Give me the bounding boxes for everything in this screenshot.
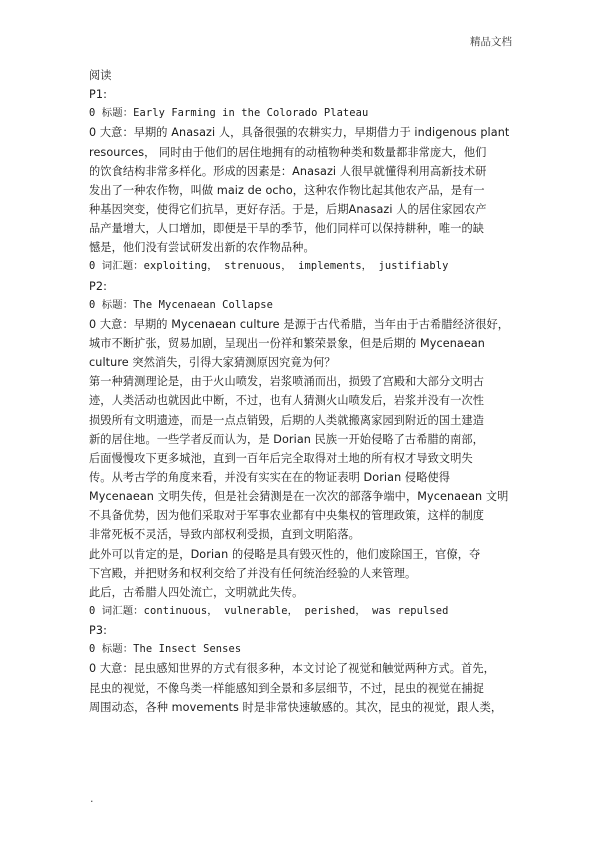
body-line: 损毁所有文明遗迹，而是一点点销毁，后期的人类就搬离家园到附近的国土建造 — [89, 413, 485, 427]
summary-line: 种基因突变，使得它们抗旱，更好存活。于是，后期Anasazi 人的居住家园农产 — [89, 202, 487, 216]
body-line: 迹，人类活动也就因此中断，不过，也有人猜测火山喷发后，岩浆并没有一次性 — [89, 394, 485, 408]
passage-label: P2: — [89, 279, 107, 293]
body-line: 后面慢慢攻下更多城池，直到一百年后完全取得对土地的所有权才导致文明失 — [89, 451, 473, 465]
summary-line: 0 大意：早期的 Anasazi 人，具备很强的农耕实力，早期借力于 indigenous plant — [89, 126, 510, 140]
summary-line: 周围动态，各种 movements 时是非常快速敏感的。其次，昆虫的视觉，跟人类， — [89, 700, 503, 714]
summary-line: 0 大意：早期的 Mycenaean culture 是源于古代希腊，当年由于古希腊经济很好， — [89, 317, 510, 331]
summary-line: 城市不断扩张，贸易加剧，呈现出一份祥和繁荣景象，但是后期的 Mycenaean — [89, 336, 485, 350]
body-line: Mycenaean 文明失传，但是社会猜测是在一次次的部落争端中，Mycenaean 文明 — [89, 490, 509, 504]
header-label: 精品文档 — [470, 36, 512, 48]
summary-line: 品产量增大，人口增加，即便是干旱的季节，他们同样可以保持耕种，唯一的缺 — [89, 222, 485, 236]
title-line: 0 标题：Early Farming in the Colorado Plateau — [89, 107, 369, 120]
body-line: 下宫殿，并把财务和权利交给了并没有任何统治经验的人来管理。 — [89, 566, 417, 580]
passage-label: P3: — [89, 624, 107, 638]
title-line: 0 标题：The Mycenaean Collapse — [89, 298, 274, 311]
summary-line: resources， 同时由于他们的居住地拥有的动植物种类和数量都非常庞大，他们 — [89, 145, 487, 159]
title-line: 0 标题：The Insect Senses — [89, 643, 242, 656]
passage-label: P1: — [89, 88, 107, 102]
summary-line: 0 大意：昆虫感知世界的方式有很多种，本文讨论了视觉和触觉两种方式。首先， — [89, 662, 495, 676]
summary-line: 的饮食结构非常多样化。形成的因素是：Anasazi 人很早就懂得利用高新技术研 — [89, 164, 487, 178]
vocabulary-line: 0 词汇题：exploiting， strenuous， implements， justifiably — [89, 260, 449, 273]
body-line: 新的居住地。一些学者反而认为，是 Dorian 民族一开始侵略了古希腊的南部， — [89, 432, 484, 446]
summary-line: culture 突然消失，引得大家猜测原因究竟为何？ — [89, 356, 336, 370]
vocabulary-line: 0 词汇题：continuous， vulnerable， perished， was repulsed — [89, 604, 449, 617]
body-line: 第一种猜测理论是，由于火山喷发，岩浆喷涌而出，损毁了宫殿和大部分文明古 — [89, 375, 485, 389]
section-heading: 阅读 — [89, 69, 112, 82]
summary-line: 憾是，他们没有尝试研发出新的农作物品种。 — [89, 241, 315, 255]
document-body — [89, 66, 529, 717]
summary-line: 发出了一种农作物，叫做 maiz de ocho，这种农作物比起其他农产品，是有一 — [89, 183, 485, 197]
body-line: 此外可以肯定的是，Dorian 的侵略是具有毁灭性的，他们废除国王，官僚，夺 — [89, 547, 481, 561]
summary-line: 昆虫的视觉，不像鸟类一样能感知到全景和多层细节，不过，昆虫的视觉在捕捉 — [89, 681, 485, 695]
body-line: 不具备优势，因为他们采取对于军事农业都有中央集权的管理政策，这样的制度 — [89, 509, 485, 523]
body-line: 此后，古希腊人四处流亡，文明就此失传。 — [89, 585, 304, 599]
footer-mark: . — [90, 792, 94, 805]
body-line: 传。从考古学的角度来看，并没有实实在在的物证表明 Dorian 侵略使得 — [89, 470, 451, 484]
body-line: 非常死板不灵活，导致内部权利受损，直到文明陷落。 — [89, 528, 360, 542]
